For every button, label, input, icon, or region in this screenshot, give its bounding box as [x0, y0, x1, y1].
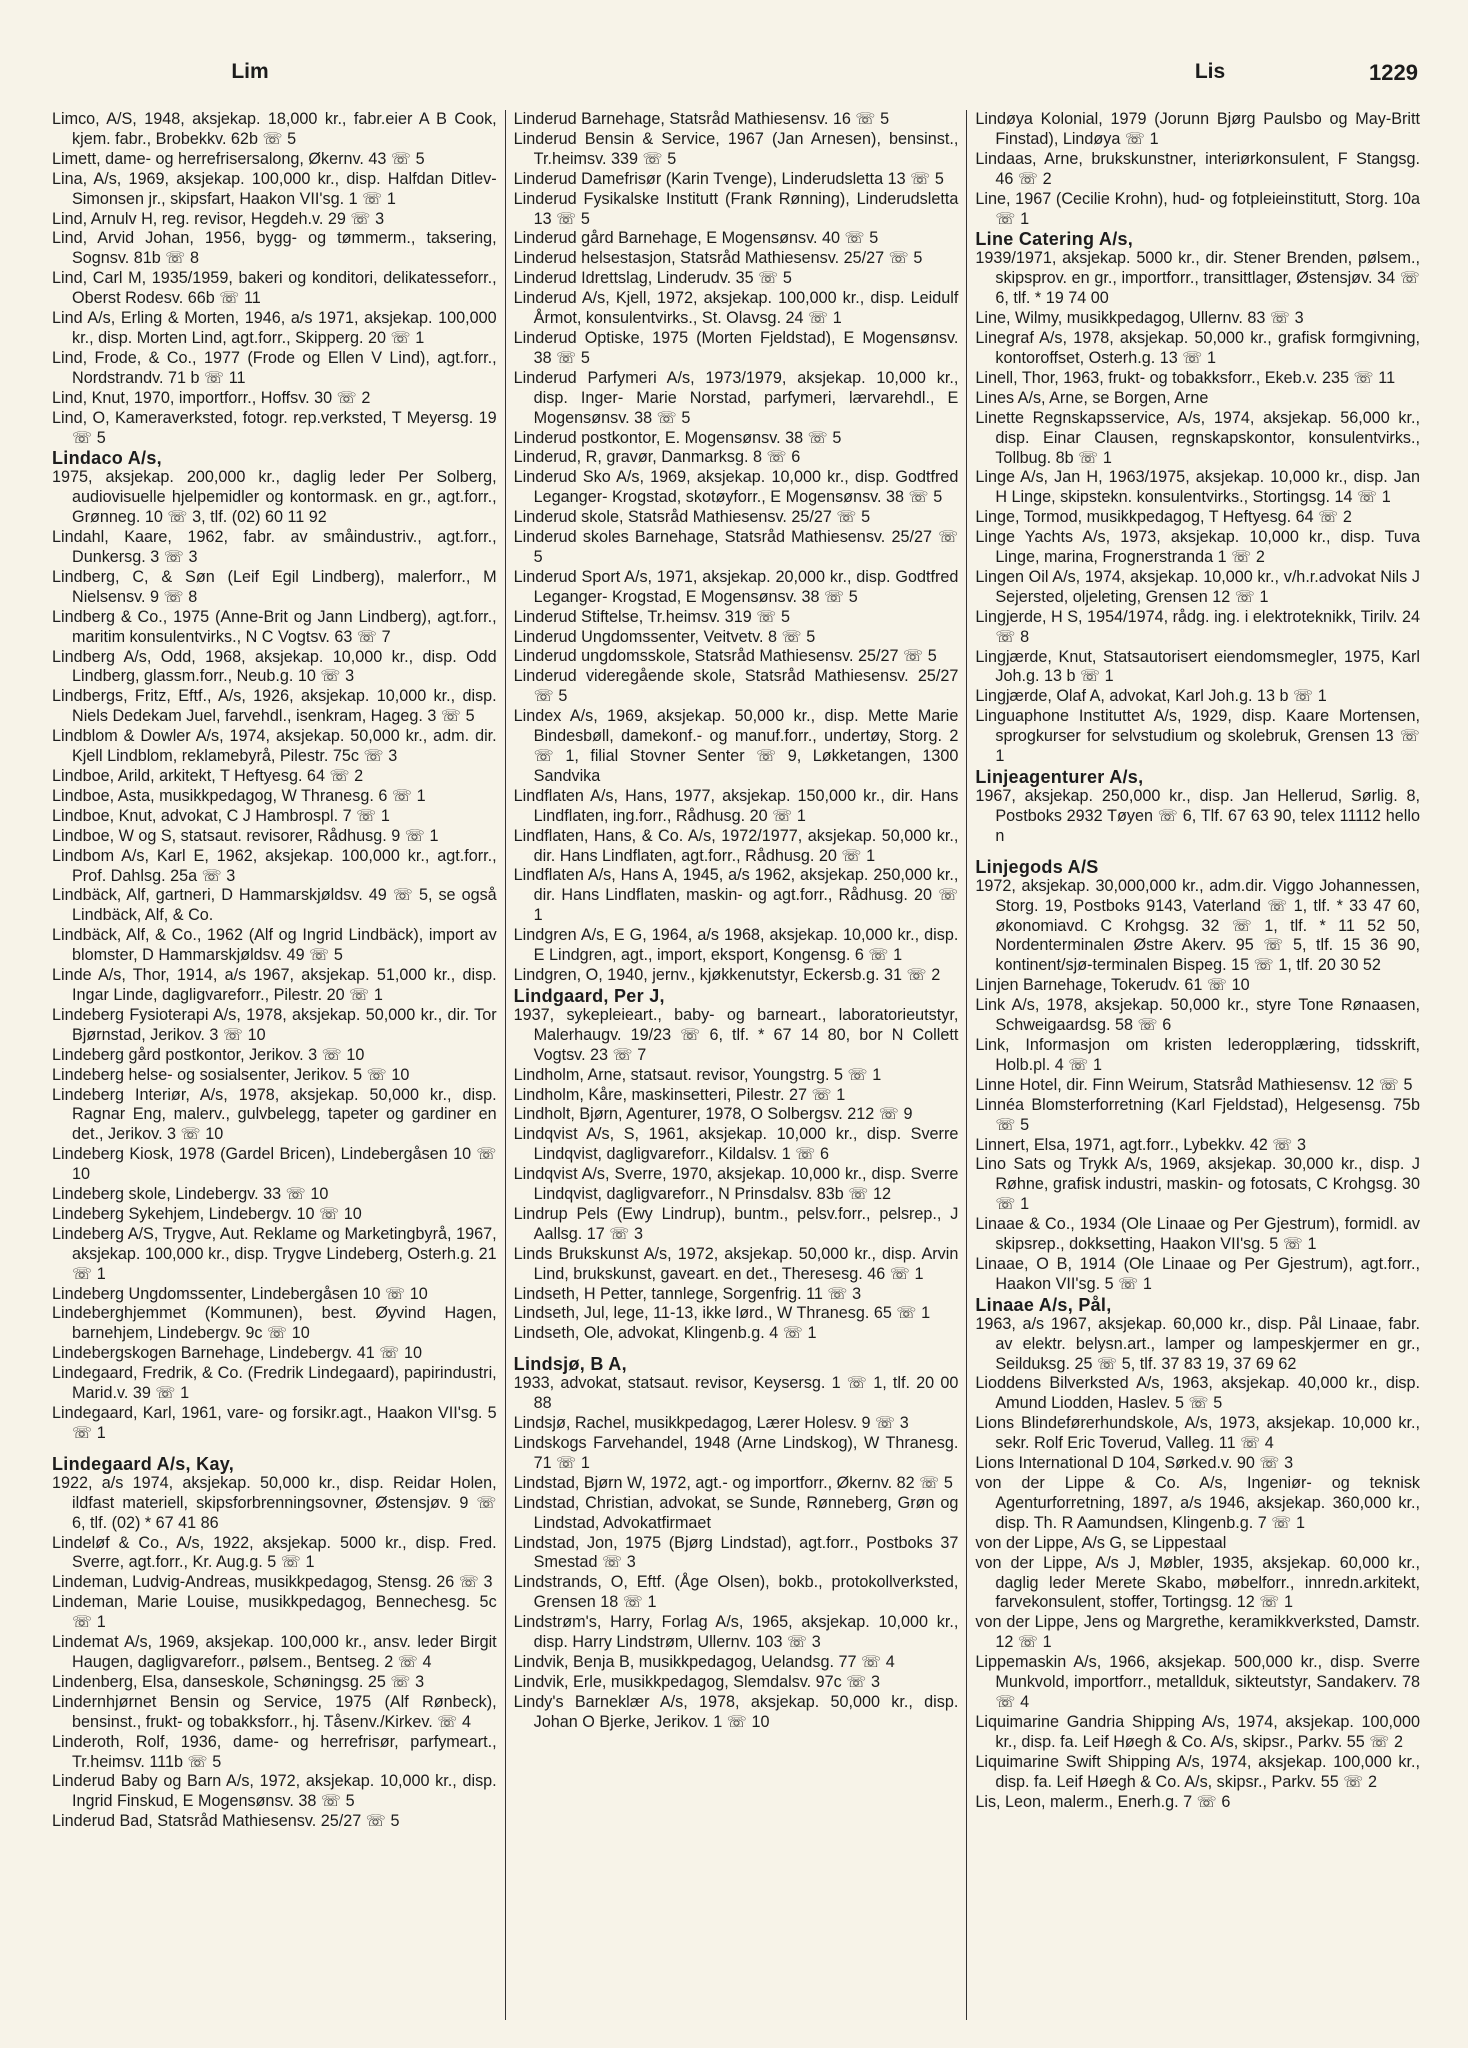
directory-entry: Lindgren, O, 1940, jernv., kjøkkenutstyr, Eckersb.g. 31 ☏ 2: [513, 965, 941, 984]
directory-entry: Lindboe, Asta, musikkpedagog, W Thranesg. 6 ☏ 1: [52, 786, 426, 805]
directory-entry: 1922, a/s 1974, aksjekap. 50,000 kr., disp. Reidar Holen, ildfast materiell, skipsforbrenningsovner, Østensjøv. 9 ☏ 6, tlf. (02) * 67 41 86: [52, 1473, 497, 1532]
directory-entry: Linjen Barnehage, Tokerudv. 61 ☏ 10: [975, 976, 1250, 995]
directory-entry: Lindahl, Kaare, 1962, fabr. av småindustriv., agt.forr., Dunkersg. 3 ☏ 3: [52, 528, 497, 567]
directory-entry: Lindqvist A/s, Sverre, 1970, aksjekap. 10,000 kr., disp. Sverre Lindqvist, dagligvareforr., N Prinsdalsv. 83b ☏ 12: [513, 1165, 959, 1204]
entry-heading: Linjegods A/S: [975, 856, 1099, 877]
directory-entry: Linegraf A/s, 1978, aksjekap. 50,000 kr., grafisk formgivning, kontoroffset, Osterh.g. 13 ☏ 1: [975, 329, 1421, 367]
directory-entry: Lind, Arnulv H, reg. revisor, Hegdeh.v. 29 ☏ 3: [52, 209, 385, 228]
directory-entry: Limco, A/S, 1948, aksjekap. 18,000 kr., fabr.eier A B Cook, kjem. fabr., Brobekkv. 62b ☏ 5: [52, 110, 497, 148]
directory-entry: Lindflaten A/s, Hans, 1977, aksjekap. 150,000 kr., dir. Hans Lindflaten, ing.forr., Rådhusg. 20 ☏ 1: [513, 786, 959, 825]
directory-entry: Lingen Oil A/s, 1974, aksjekap. 10,000 kr., v/h.r.advokat Nils J Sejersted, oljeleting, Grensen 12 ☏ 1: [975, 567, 1421, 606]
directory-entry: 1963, a/s 1967, aksjekap. 60,000 kr., disp. Pål Linaae, fabr. av elektr. belysn.art., lamper og lampeskjermer en gr., Seilduksg. 25 ☏ 5, tlf. 37 83 19, 37 69 62: [975, 1314, 1421, 1373]
directory-entry: Lina, A/s, 1969, aksjekap. 100,000 kr., disp. Halfdan Ditlev-Simonsen jr., skipsfart, Haakon VII'sg. 1 ☏ 1: [52, 169, 497, 208]
directory-entry: Linderud videregående skole, Statsråd Mathiesensv. 25/27 ☏ 5: [513, 667, 959, 706]
directory-entry: Lindeberg A/S, Trygve, Aut. Reklame og Marketingbyrå, 1967, aksjekap. 100,000 kr., disp. Trygve Lindeberg, Osterh.g. 21 ☏ 1: [52, 1224, 497, 1283]
directory-entry: Lindholm, Kåre, maskinsetteri, Pilestr. 27 ☏ 1: [513, 1085, 846, 1104]
directory-entry: Lindvik, Erle, musikkpedagog, Slemdalsv. 97c ☏ 3: [513, 1672, 881, 1691]
directory-entry: Link, Informasjon om kristen lederopplæring, tidsskrift, Holb.pl. 4 ☏ 1: [975, 1035, 1421, 1074]
directory-entry: von der Lippe & Co. A/s, Ingeniør- og teknisk Agenturforretning, 1897, a/s 1946, aksjekap. 360,000 kr., disp. Th. R Aamundsen, Klingenb.g. 7 ☏ 1: [975, 1474, 1421, 1532]
directory-entry: 1933, advokat, statsaut. revisor, Keysersg. 1 ☏ 1, tlf. 20 00 88: [513, 1374, 959, 1413]
directory-entry: Lindeberg Fysioterapi A/s, 1978, aksjekap. 50,000 kr., dir. Tor Bjørnstad, Jerikov. 3 ☏ 10: [52, 1005, 497, 1044]
directory-entry: Lind, Frode, & Co., 1977 (Frode og Ellen V Lind), agt.forr., Nordstrandv. 71 b ☏ 11: [52, 348, 497, 387]
directory-entry: Linderud Damefrisør (Karin Tvenge), Linderudsletta 13 ☏ 5: [513, 169, 944, 188]
directory-entry: Lines A/s, Arne, se Borgen, Arne: [975, 388, 1209, 407]
directory-entry: Linell, Thor, 1963, frukt- og tobakksforr., Ekeb.v. 235 ☏ 11: [975, 368, 1396, 387]
directory-columns: [44, 110, 1428, 2020]
directory-entry: Linderud A/s, Kjell, 1972, aksjekap. 100,000 kr., disp. Leidulf Årmot, konsulentvirks., St. Olavsg. 24 ☏ 1: [513, 289, 959, 328]
directory-entry: Link A/s, 1978, aksjekap. 50,000 kr., styre Tone Rønaasen, Schweigaardsg. 58 ☏ 6: [975, 996, 1421, 1035]
directory-entry: Lindeman, Ludvig-Andreas, musikkpedagog, Stensg. 26 ☏ 3: [52, 1573, 493, 1592]
directory-entry: Linderoth, Rolf, 1936, dame- og herrefrisør, parfymeart., Tr.heimsv. 111b ☏ 5: [52, 1732, 497, 1771]
directory-entry: Lingjerde, H S, 1954/1974, rådg. ing. i elektroteknikk, Tirilv. 24 ☏ 8: [975, 607, 1421, 646]
header-last-entry: Lis: [1194, 60, 1226, 83]
directory-entry: Linderud ungdomsskole, Statsråd Mathiesensv. 25/27 ☏ 5: [513, 647, 937, 666]
directory-entry: Lindstrands, O, Eftf. (Åge Olsen), bokb., protokollverksted, Grensen 18 ☏ 1: [513, 1573, 959, 1612]
directory-entry: Linderud Parfymeri A/s, 1973/1979, aksjekap. 10,000 kr., disp. Inger- Marie Norstad, parfymeri, lærvarehdl., E Mogensønsv. 38 ☏ 5: [513, 368, 959, 427]
directory-entry: Lindeberg Kiosk, 1978 (Gardel Bricen), Lindebergåsen 10 ☏ 10: [52, 1145, 497, 1184]
entry-heading: Linaae A/s, Pål,: [975, 1294, 1112, 1315]
directory-entry: Lind A/s, Erling & Morten, 1946, a/s 1971, aksjekap. 100,000 kr., disp. Morten Lind, agt.forr., Skipperg. 20 ☏ 1: [52, 309, 497, 347]
directory-entry: Lindstrøm's, Harry, Forlag A/s, 1965, aksjekap. 10,000 kr., disp. Harry Lindstrøm, Ullernv. 103 ☏ 3: [513, 1613, 959, 1652]
directory-entry: Lindaas, Arne, brukskunstner, interiørkonsulent, F Stangsg. 46 ☏ 2: [975, 149, 1421, 188]
directory-entry: Lindeberg Ungdomssenter, Lindebergåsen 10 ☏ 10: [52, 1284, 428, 1303]
directory-entry: Lindberg, C, & Søn (Leif Egil Lindberg), malerforr., M Nielsensv. 9 ☏ 8: [52, 567, 497, 606]
directory-entry: Linderud Idrettslag, Linderudv. 35 ☏ 5: [513, 269, 792, 288]
directory-entry: Lindeberg skole, Lindebergv. 33 ☏ 10: [52, 1185, 329, 1204]
directory-entry: Lindseth, Ole, advokat, Klingenb.g. 4 ☏ 1: [513, 1324, 817, 1343]
directory-entry: von der Lippe, A/s G, se Lippestaal: [975, 1533, 1227, 1552]
directory-entry: Limett, dame- og herrefrisersalong, Økernv. 43 ☏ 5: [52, 149, 425, 168]
directory-entry: Lindsjø, Rachel, musikkpedagog, Lærer Holesv. 9 ☏ 3: [513, 1414, 909, 1433]
directory-entry: Lindøya Kolonial, 1979 (Jorunn Bjørg Paulsbo og May-Britt Finstad), Lindøya ☏ 1: [975, 110, 1421, 148]
directory-entry: Linderud, R, gravør, Danmarksg. 8 ☏ 6: [513, 448, 801, 467]
directory-entry: Lindflaten, Hans, & Co. A/s, 1972/1977, aksjekap. 50,000 kr., dir. Hans Lindflaten, agt.forr., Rådhusg. 20 ☏ 1: [513, 826, 959, 865]
directory-entry: Lindebergskogen Barnehage, Lindebergv. 41 ☏ 10: [52, 1344, 423, 1363]
directory-entry: Linaae & Co., 1934 (Ole Linaae og Per Gjestrum), formidl. av skipsrep., dokksetting, Haakon VII'sg. 5 ☏ 1: [975, 1215, 1421, 1254]
spacer: [975, 847, 1420, 857]
directory-entry: Linaae, O B, 1914 (Ole Linaae og Per Gjestrum), agt.forr., Haakon VII'sg. 5 ☏ 1: [975, 1254, 1421, 1293]
directory-entry: Lingjærde, Knut, Statsautorisert eiendomsmegler, 1975, Karl Joh.g. 13 b ☏ 1: [975, 647, 1421, 686]
directory-entry: Lions Blindeførerhundskole, A/s, 1973, aksjekap. 10,000 kr., sekr. Rolf Eric Toverud, Valleg. 11 ☏ 4: [975, 1414, 1421, 1453]
directory-entry: Lindbom A/s, Karl E, 1962, aksjekap. 100,000 kr., agt.forr., Prof. Dahlsg. 25a ☏ 3: [52, 846, 497, 885]
directory-entry: Linderud skole, Statsråd Mathiesensv. 25/27 ☏ 5: [513, 508, 871, 527]
directory-entry: 1972, aksjekap. 30,000,000 kr., adm.dir. Viggo Johannessen, Storg. 19, Postboks 9143, Vaterland ☏ 1, tlf. * 33 47 60, økonomiavd. C Krohgsg. 32 ☏ 1, tlf. * 11 52 50, Nordenterminalen Østre Akerv. 95 ☏ 5, tlf. 15 36 90, kontinent/sjø-terminalen Bispeg. 15 ☏ 1, tlf. 20 30 52: [975, 876, 1421, 975]
directory-entry: Lindrup Pels (Ewy Lindrup), buntm., pelsv.forr., pelsrep., J Aallsg. 17 ☏ 3: [513, 1204, 959, 1243]
directory-entry: Linguaphone Instituttet A/s, 1929, disp. Kaare Mortensen, sprogkurser for selvstudium og skolebruk, Grensen 13 ☏ 1: [975, 707, 1421, 766]
directory-entry: Linderud postkontor, E. Mogensønsv. 38 ☏ 5: [513, 428, 842, 447]
entry-heading: Linjeagenturer A/s,: [975, 767, 1144, 787]
directory-entry: Lindqvist A/s, S, 1961, aksjekap. 10,000 kr., disp. Sverre Lindqvist, dagligvareforr., Kildalsv. 1 ☏ 6: [513, 1125, 959, 1164]
column-1: [44, 110, 505, 2020]
directory-entry: Liquimarine Swift Shipping A/s, 1974, aksjekap. 100,000 kr., disp. fa. Leif Høegh & Co. A/s, skipsr., Parkv. 55 ☏ 2: [975, 1752, 1421, 1791]
directory-entry: Liquimarine Gandria Shipping A/s, 1974, aksjekap. 100,000 kr., disp. fa. Leif Høegh & Co. A/s, skipsr., Parkv. 55 ☏ 2: [975, 1712, 1421, 1751]
directory-entry: Lind, Arvid Johan, 1956, bygg- og tømmerm., taksering, Sognsv. 81b ☏ 8: [52, 229, 497, 268]
page-number: 1229: [1369, 60, 1418, 85]
directory-entry: Linette Regnskapsservice, A/s, 1974, aksjekap. 56,000 kr., disp. Einar Clausen, regnskapskontor, konsulentvirks., Tollbug. 8b ☏ 1: [975, 408, 1421, 467]
entry-heading: Line Catering A/s,: [975, 229, 1134, 250]
directory-entry: Lindeberg Sykehjem, Lindebergv. 10 ☏ 10: [52, 1204, 362, 1223]
directory-entry: Linderud Bensin & Service, 1967 (Jan Arnesen), bensinst., Tr.heimsv. 339 ☏ 5: [513, 129, 959, 168]
directory-entry: Lindberg & Co., 1975 (Anne-Brit og Jann Lindberg), agt.forr., maritim konsulentvirks., N C Vogtsv. 63 ☏ 7: [52, 607, 497, 646]
directory-entry: 1967, aksjekap. 250,000 kr., disp. Jan Hellerud, Sørlig. 8, Postboks 2932 Tøyen ☏ 6, Tlf. 67 63 90, telex 11112 hello n: [975, 787, 1421, 845]
directory-entry: Lindernhjørnet Bensin og Service, 1975 (Alf Rønbeck), bensinst., frukt- og tobakksforr., hj. Tåsenv./Kirkev. ☏ 4: [52, 1692, 497, 1731]
directory-entry: Lind, Carl M, 1935/1959, bakeri og konditori, delikatesseforr., Oberst Rodesv. 66b ☏ 11: [52, 269, 497, 308]
directory-entry: Lindy's Barneklær A/s, 1978, aksjekap. 50,000 kr., disp. Johan O Bjerke, Jerikov. 1 ☏ 10: [513, 1692, 959, 1731]
directory-entry: Lions International D 104, Sørked.v. 90 ☏ 3: [975, 1454, 1294, 1473]
directory-entry: Line, Wilmy, musikkpedagog, Ullernv. 83 ☏ 3: [975, 309, 1304, 328]
directory-entry: Lindholt, Bjørn, Agenturer, 1978, O Solbergsv. 212 ☏ 9: [513, 1105, 913, 1124]
directory-entry: Lindeberg Interiør, A/s, 1978, aksjekap. 50,000 kr., disp. Ragnar Eng, malerv., gulvbelegg, tapeter og gardiner en det., Jerikov. 3 ☏ 10: [52, 1085, 497, 1144]
column-3: [966, 110, 1428, 2020]
directory-entry: Lindeløf & Co., A/s, 1922, aksjekap. 5000 kr., disp. Fred. Sverre, agt.forr., Kr. Aug.g. 5 ☏ 1: [52, 1533, 497, 1572]
directory-entry: Lindskogs Farvehandel, 1948 (Arne Lindskog), W Thranesg. 71 ☏ 1: [513, 1434, 959, 1472]
directory-entry: Lindseth, H Petter, tannlege, Sorgenfrig. 11 ☏ 3: [513, 1284, 862, 1303]
directory-entry: Linne Hotel, dir. Finn Weirum, Statsråd Mathiesensv. 12 ☏ 5: [975, 1075, 1413, 1094]
directory-entry: Lindeberg helse- og sosialsenter, Jerikov. 5 ☏ 10: [52, 1065, 410, 1084]
entry-heading: Lindgaard, Per J,: [513, 985, 665, 1006]
directory-entry: Lindboe, Arild, arkitekt, T Heftyesg. 64 ☏ 2: [52, 767, 364, 785]
directory-entry: Line, 1967 (Cecilie Krohn), hud- og fotpleieinstitutt, Storg. 10a ☏ 1: [975, 189, 1421, 228]
directory-entry: Linderud Sport A/s, 1971, aksjekap. 20,000 kr., disp. Godtfred Leganger- Krogstad, E Mogensønsv. 38 ☏ 5: [513, 567, 959, 606]
directory-entry: Linderud Bad, Statsråd Mathiesensv. 25/27 ☏ 5: [52, 1812, 400, 1831]
spacer: [52, 1444, 497, 1454]
directory-entry: Linds Brukskunst A/s, 1972, aksjekap. 50,000 kr., disp. Arvin Lind, brukskunst, gaveart. en det., Theresesg. 46 ☏ 1: [513, 1244, 959, 1283]
directory-entry: Lippemaskin A/s, 1966, aksjekap. 500,000 kr., disp. Sverre Munkvold, importforr., metallduk, sikteutstyr, Sandakerv. 78 ☏ 4: [975, 1653, 1421, 1711]
directory-entry: Lingjærde, Olaf A, advokat, Karl Joh.g. 13 b ☏ 1: [975, 687, 1327, 706]
directory-entry: Lindstad, Christian, advokat, se Sunde, Rønneberg, Grøn og Lindstad, Advokatfirmaet: [513, 1493, 959, 1532]
entry-heading: Lindaco A/s,: [52, 448, 162, 469]
directory-entry: 1939/1971, aksjekap. 5000 kr., dir. Stener Brenden, pølsem., skipsprov. en gr., importforr., transittlager, Østensjøv. 34 ☏ 6, tlf. * 19 74 00: [975, 249, 1421, 308]
directory-entry: Lindstad, Bjørn W, 1972, agt.- og importforr., Økernv. 82 ☏ 5: [513, 1473, 953, 1492]
directory-entry: von der Lippe, A/s J, Møbler, 1935, aksjekap. 60,000 kr., daglig leder Merete Skabo, møbelforr., innredn.arkitekt, farvekonsulent, stoffer, Tortingsg. 12 ☏ 1: [975, 1553, 1421, 1612]
directory-entry: Lioddens Bilverksted A/s, 1963, aksjekap. 40,000 kr., disp. Amund Liodden, Haslev. 5 ☏ 5: [975, 1374, 1421, 1413]
directory-entry: Linderud skoles Barnehage, Statsråd Mathiesensv. 25/27 ☏ 5: [513, 528, 959, 566]
entry-heading: Lindegaard A/s, Kay,: [52, 1453, 235, 1474]
directory-entry: Linderud helsestasjon, Statsråd Mathiesensv. 25/27 ☏ 5: [513, 249, 923, 268]
directory-entry: Lindeberg gård postkontor, Jerikov. 3 ☏ 10: [52, 1045, 365, 1064]
directory-entry: Lindbergs, Fritz, Eftf., A/s, 1926, aksjekap. 10,000 kr., disp. Niels Dedekam Juel, farvehdl., isenkram, Hageg. 3 ☏ 5: [52, 687, 497, 726]
directory-entry: von der Lippe, Jens og Margrethe, keramikkverksted, Damstr. 12 ☏ 1: [975, 1613, 1421, 1652]
directory-entry: Lind, O, Kameraverksted, fotogr. rep.verksted, T Meyersg. 19 ☏ 5: [52, 408, 497, 447]
spacer: [514, 1344, 959, 1354]
directory-entry: 1937, sykepleieart., baby- og barneart., laboratorieutstyr, Malerhaugv. 19/23 ☏ 6, tlf. * 67 14 80, bor N Collett Vogtsv. 23 ☏ 7: [513, 1005, 959, 1064]
directory-entry: Linge Yachts A/s, 1973, aksjekap. 10,000 kr., disp. Tuva Linge, marina, Frognerstranda 1 ☏ 2: [975, 528, 1421, 567]
directory-entry: Linde A/s, Thor, 1914, a/s 1967, aksjekap. 51,000 kr., disp. Ingar Linde, dagligvareforr., Pilestr. 20 ☏ 1: [52, 966, 497, 1004]
directory-entry: Linderud Stiftelse, Tr.heimsv. 319 ☏ 5: [513, 607, 791, 626]
directory-entry: Lindflaten A/s, Hans A, 1945, a/s 1962, aksjekap. 250,000 kr., dir. Hans Lindflaten, maskin- og agt.forr., Rådhusg. 20 ☏ 1: [513, 866, 959, 925]
directory-entry: Lindeberghjemmet (Kommunen), best. Øyvind Hagen, barnehjem, Lindebergv. 9c ☏ 10: [52, 1304, 497, 1343]
directory-entry: Linderud Baby og Barn A/s, 1972, aksjekap. 10,000 kr., disp. Ingrid Finskud, E Mogensønsv. 38 ☏ 5: [52, 1772, 497, 1811]
directory-entry: Lindegaard, Fredrik, & Co. (Fredrik Lindegaard), papirindustri, Marid.v. 39 ☏ 1: [52, 1364, 497, 1403]
directory-entry: Lindeman, Marie Louise, musikkpedagog, Bennechesg. 5c ☏ 1: [52, 1593, 497, 1632]
directory-entry: Lino Sats og Trykk A/s, 1969, aksjekap. 30,000 kr., disp. J Røhne, grafisk industri, maskin- og fotosats, C Krohgsg. 30 ☏ 1: [975, 1155, 1421, 1214]
directory-entry: Linderud Barnehage, Statsråd Mathiesensv. 16 ☏ 5: [513, 110, 890, 128]
directory-entry: Lindbäck, Alf, & Co., 1962 (Alf og Ingrid Lindbäck), import av blomster, D Hammarskjøldsv. 49 ☏ 5: [52, 926, 497, 965]
directory-entry: Linge A/s, Jan H, 1963/1975, aksjekap. 10,000 kr., disp. Jan H Linge, skipstekn. konsulentvirks., Stortingsg. 14 ☏ 1: [975, 468, 1421, 507]
directory-entry: 1975, aksjekap. 200,000 kr., daglig leder Per Solberg, audiovisuelle hjelpemidler og kontormask. en gr., agt.forr., Grønneg. 10 ☏ 3, tlf. (02) 60 11 92: [52, 468, 497, 527]
directory-entry: Lindholm, Arne, statsaut. revisor, Youngstrg. 5 ☏ 1: [513, 1065, 882, 1084]
directory-entry: Lindenberg, Elsa, danseskole, Schøningsg. 25 ☏ 3: [52, 1672, 425, 1691]
directory-entry: Lindgren A/s, E G, 1964, a/s 1968, aksjekap. 10,000 kr., disp. E Lindgren, agt., import, eksport, Kongensg. 6 ☏ 1: [513, 926, 959, 965]
directory-entry: Linnert, Elsa, 1971, agt.forr., Lybekkv. 42 ☏ 3: [975, 1135, 1307, 1154]
directory-entry: Lind, Knut, 1970, importforr., Hoffsv. 30 ☏ 2: [52, 388, 371, 407]
directory-entry: Lindemat A/s, 1969, aksjekap. 100,000 kr., ansv. leder Birgit Haugen, dagligvareforr., pølsem., Bentseg. 2 ☏ 4: [52, 1633, 497, 1671]
header-first-entry: Lim: [231, 60, 269, 83]
entry-heading: Lindsjø, B A,: [513, 1354, 627, 1375]
directory-entry: Lis, Leon, malerm., Enerh.g. 7 ☏ 6: [975, 1792, 1231, 1811]
directory-entry: Lindvik, Benja B, musikkpedagog, Uelandsg. 77 ☏ 4: [513, 1652, 895, 1671]
directory-entry: Linderud Ungdomssenter, Veitvetv. 8 ☏ 5: [513, 627, 816, 646]
directory-entry: Linderud Optiske, 1975 (Morten Fjeldstad), E Mogensønsv. 38 ☏ 5: [513, 328, 959, 367]
column-2: [505, 110, 967, 2020]
directory-entry: Lindegaard, Karl, 1961, vare- og forsikr.agt., Haakon VII'sg. 5 ☏ 1: [52, 1404, 497, 1442]
directory-entry: Lindboe, W og S, statsaut. revisorer, Rådhusg. 9 ☏ 1: [52, 826, 439, 845]
page-header: [40, 60, 1418, 100]
directory-entry: Lindberg A/s, Odd, 1968, aksjekap. 10,000 kr., disp. Odd Lindberg, glassm.forr., Neub.g. 10 ☏ 3: [52, 647, 497, 686]
directory-entry: Linderud gård Barnehage, E Mogensønsv. 40 ☏ 5: [513, 229, 879, 248]
directory-entry: Lindseth, Jul, lege, 11-13, ikke lørd., W Thranesg. 65 ☏ 1: [513, 1304, 931, 1323]
directory-entry: Lindex A/s, 1969, aksjekap. 50,000 kr., disp. Mette Marie Bindesbøll, damekonf.- og manuf.forr., undertøy, Storg. 2 ☏ 1, filial Stovner Senter ☏ 9, Løkketangen, 1300 Sandvika: [513, 707, 959, 785]
directory-entry: Linnéa Blomsterforretning (Karl Fjeldstad), Helgesensg. 75b ☏ 5: [975, 1095, 1421, 1134]
directory-entry: Lindblom & Dowler A/s, 1974, aksjekap. 50,000 kr., adm. dir. Kjell Lindblom, reklamebyrå, Pilestr. 75c ☏ 3: [52, 727, 497, 766]
directory-entry: Lindboe, Knut, advokat, C J Hambrospl. 7 ☏ 1: [52, 806, 390, 825]
directory-entry: Linderud Fysikalske Institutt (Frank Rønning), Linderudsletta 13 ☏ 5: [513, 189, 959, 228]
directory-entry: Lindbäck, Alf, gartneri, D Hammarskjøldsv. 49 ☏ 5, se også Lindbäck, Alf, & Co.: [52, 886, 497, 925]
directory-entry: Linderud Sko A/s, 1969, aksjekap. 10,000 kr., disp. Godtfred Leganger- Krogstad, skotøyforr., E Mogensønsv. 38 ☏ 5: [513, 468, 959, 507]
directory-entry: Lindstad, Jon, 1975 (Bjørg Lindstad), agt.forr., Postboks 37 Smestad ☏ 3: [513, 1533, 959, 1572]
directory-entry: Linge, Tormod, musikkpedagog, T Heftyesg. 64 ☏ 2: [975, 508, 1352, 527]
